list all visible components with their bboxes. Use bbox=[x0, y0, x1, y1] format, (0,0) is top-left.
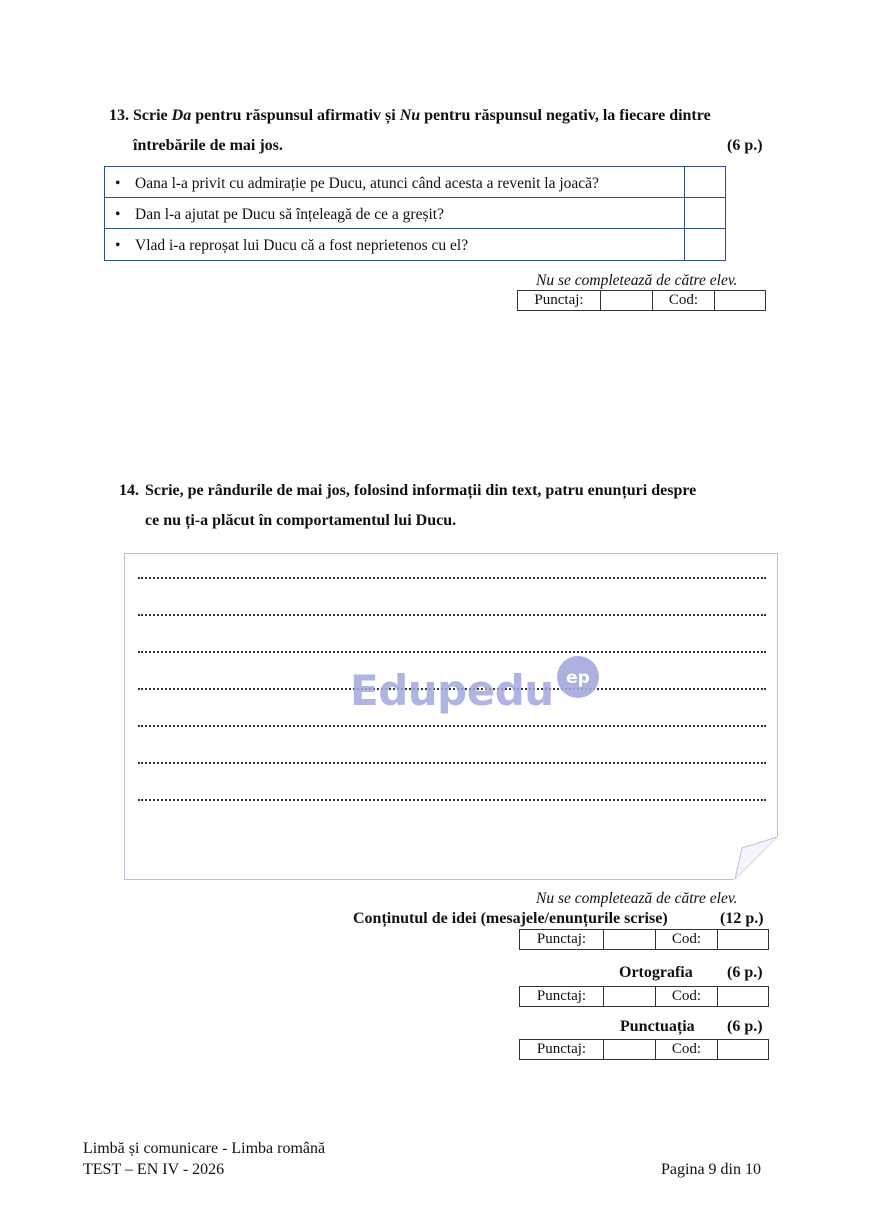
q13-answer-cell[interactable] bbox=[684, 167, 725, 197]
edupedu-logo-icon bbox=[556, 655, 600, 699]
punctaj-label: Punctaj: bbox=[520, 987, 604, 1006]
cod-cell bbox=[718, 1040, 768, 1059]
page-curl-icon bbox=[734, 836, 778, 880]
criterion-spelling-points: (6 p.) bbox=[727, 964, 763, 981]
cod-cell bbox=[718, 987, 768, 1006]
punctuation-grade-box bbox=[519, 1039, 769, 1060]
q13-number: 13. bbox=[109, 107, 129, 124]
footer-test: TEST – EN IV - 2026 bbox=[83, 1161, 225, 1178]
q13-question: Vlad i-a reproșat lui Ducu că a fost neprietenos cu el? bbox=[135, 237, 469, 254]
logo-badge-text: ep bbox=[565, 667, 590, 688]
bullet-icon: • bbox=[115, 237, 121, 254]
cod-label: Cod: bbox=[656, 987, 718, 1006]
bullet-icon: • bbox=[115, 206, 121, 223]
punctaj-cell bbox=[604, 1040, 656, 1059]
punctaj-cell bbox=[604, 987, 656, 1006]
writing-line[interactable] bbox=[138, 799, 766, 801]
criterion-punctuation-points: (6 p.) bbox=[727, 1018, 763, 1035]
criterion-content-points: (12 p.) bbox=[720, 910, 764, 927]
criterion-punctuation-label: Punctuația bbox=[620, 1018, 695, 1035]
q14-writing-area[interactable] bbox=[124, 553, 778, 880]
q14-instruction-line1: Scrie, pe rândurile de mai jos, folosind informații din text, patru enunțuri despre bbox=[145, 482, 697, 499]
writing-line[interactable] bbox=[138, 762, 766, 764]
spelling-grade-box bbox=[519, 986, 769, 1007]
punctaj-label: Punctaj: bbox=[518, 291, 601, 310]
q14-instruction-line2: ce nu ți-a plăcut în comportamentul lui Ducu. bbox=[145, 512, 457, 529]
q14-grader-note: Nu se completează de către elev. bbox=[536, 890, 738, 907]
cod-label: Cod: bbox=[656, 930, 718, 949]
cod-label: Cod: bbox=[656, 1040, 718, 1059]
q13-row bbox=[105, 229, 725, 260]
q13-row bbox=[105, 167, 725, 198]
q14-number: 14. bbox=[119, 482, 139, 499]
cod-cell bbox=[718, 930, 768, 949]
punctaj-label: Punctaj: bbox=[520, 930, 604, 949]
punctaj-label: Punctaj: bbox=[520, 1040, 604, 1059]
criterion-spelling-label: Ortografia bbox=[619, 964, 693, 981]
q13-grader-note: Nu se completează de către elev. bbox=[536, 272, 738, 289]
content-grade-box bbox=[519, 929, 769, 950]
q13-grade-box bbox=[517, 290, 766, 311]
q13-instruction-line2: întrebările de mai jos. bbox=[133, 137, 283, 154]
q13-answer-cell[interactable] bbox=[684, 198, 725, 228]
writing-line[interactable] bbox=[138, 577, 766, 579]
footer-page-number: Pagina 9 din 10 bbox=[661, 1161, 761, 1178]
q13-row bbox=[105, 198, 725, 229]
cod-cell bbox=[715, 291, 765, 310]
q13-question: Dan l-a ajutat pe Ducu să înțeleagă de ce a greșit? bbox=[135, 206, 444, 223]
writing-line[interactable] bbox=[138, 725, 766, 727]
q13-points: (6 p.) bbox=[727, 137, 763, 154]
q13-question: Oana l-a privit cu admirație pe Ducu, atunci când acesta a revenit la joacă? bbox=[135, 175, 599, 192]
q13-instruction-line1: Scrie Da pentru răspunsul afirmativ și Nu pentru răspunsul negativ, la fiecare dintre bbox=[133, 107, 711, 124]
watermark-text: Edupedu bbox=[350, 666, 554, 715]
punctaj-cell bbox=[604, 930, 656, 949]
criterion-content-label: Conținutul de idei (mesajele/enunțurile scrise) bbox=[353, 910, 668, 927]
edupedu-watermark bbox=[350, 666, 600, 715]
bullet-icon: • bbox=[115, 175, 121, 192]
writing-line[interactable] bbox=[138, 651, 766, 653]
writing-line[interactable] bbox=[138, 614, 766, 616]
footer-subject: Limbă și comunicare - Limba română bbox=[83, 1140, 326, 1157]
q13-answer-cell[interactable] bbox=[684, 229, 725, 260]
cod-label: Cod: bbox=[653, 291, 715, 310]
q13-answer-table bbox=[104, 166, 726, 261]
punctaj-cell bbox=[601, 291, 653, 310]
